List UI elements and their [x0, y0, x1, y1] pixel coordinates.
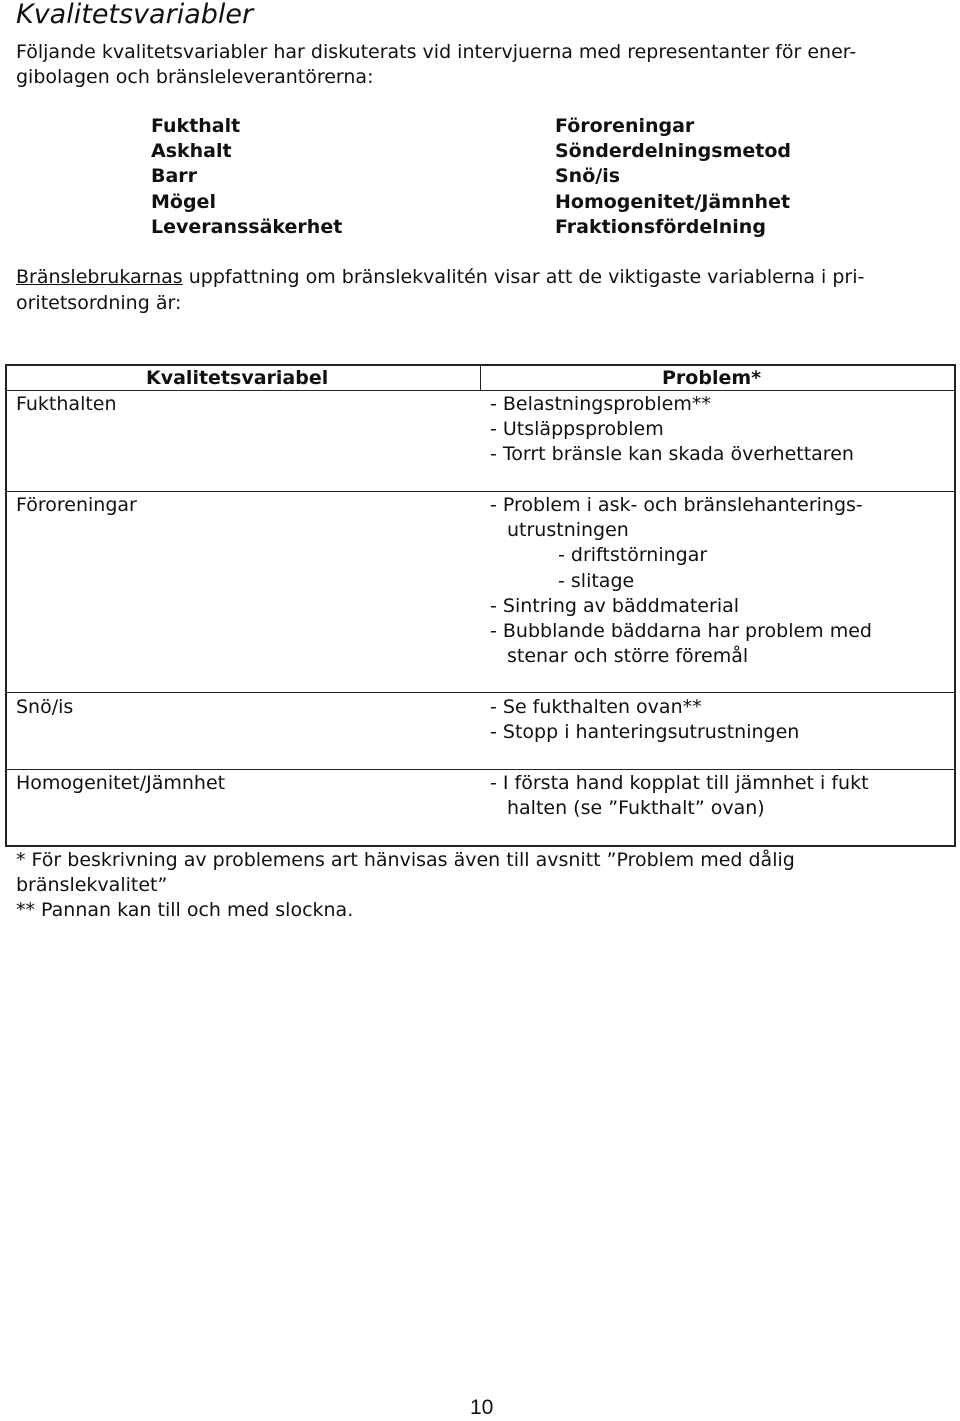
underlined-term: Bränslebrukarnas [16, 266, 183, 288]
table-row-divider [5, 769, 956, 770]
table-column-divider [480, 364, 481, 391]
table-row-divider [5, 692, 956, 693]
variable-list-right [555, 114, 791, 240]
problem-line: - Stopp i hanteringsutrustningen [490, 721, 800, 744]
problem-line: utrustningen [507, 519, 629, 542]
page-title: Kvalitetsvariabler [16, 0, 254, 30]
table-row-divider [5, 491, 956, 492]
table-cell-variable: Fukthalten [16, 393, 117, 415]
table-border-left [5, 364, 7, 847]
problem-line: - Bubblande bäddarna har problem med [490, 620, 872, 643]
variable-item: Snö/is [555, 165, 621, 188]
problem-line: - Belastningsproblem** [490, 393, 711, 415]
variable-item: Fraktionsfördelning [555, 215, 766, 238]
variable-item: Leveranssäkerhet [151, 215, 343, 238]
problem-line: halten (se ”Fukthalt” ovan) [507, 797, 765, 820]
variable-item: Mögel [151, 190, 216, 213]
problem-line: - Se fukthalten ovan** [490, 696, 702, 718]
table-cell-variable: Föroreningar [16, 494, 137, 516]
footnotes [16, 848, 795, 924]
variable-list-left [151, 114, 342, 240]
variable-item: Homogenitet/Jämnhet [555, 190, 791, 213]
table-cell-problems [490, 771, 869, 821]
problem-line: - Problem i ask- och bränslehanterings- [490, 494, 863, 516]
variable-item: Föroreningar [555, 115, 695, 137]
table-border-bottom [5, 845, 956, 847]
variable-item: Barr [151, 165, 198, 188]
priority-line: oritetsordning är: [16, 292, 182, 314]
table-header-problem: Problem* [662, 367, 762, 389]
problem-line: - Torrt bränsle kan skada överhettaren [490, 443, 854, 466]
problem-line: - driftstörningar [558, 544, 708, 567]
footnote-line: * För beskrivning av problemens art hänvisas även till avsnitt ”Problem med dålig [16, 849, 795, 871]
intro-paragraph [16, 40, 951, 90]
footnote-line: ** Pannan kan till och med slockna. [16, 899, 354, 922]
table-cell-problems [490, 392, 854, 468]
table-border-right [954, 364, 956, 847]
page-number: 10 [470, 1396, 494, 1419]
problem-line: - slitage [558, 569, 635, 592]
table-cell-problems [490, 695, 799, 745]
problem-line: - I första hand kopplat till jämnhet i fukt [490, 772, 869, 794]
table-header-variable: Kvalitetsvariabel [146, 367, 329, 389]
variable-item: Askhalt [151, 140, 232, 163]
variable-item: Fukthalt [151, 115, 241, 137]
footnote-line: bränslekvalitet” [16, 874, 168, 897]
priority-line-rest: uppfattning om bränslekvalitén visar att de viktigaste variablerna i pri- [182, 266, 865, 288]
table-cell-variable: Homogenitet/Jämnhet [16, 772, 226, 794]
intro-line: Följande kvalitetsvariabler har diskuterats vid intervjuerna med representanter för ener- [16, 41, 857, 63]
problem-line: - Utsläppsproblem [490, 418, 664, 441]
priority-line [16, 264, 951, 290]
priority-paragraph [16, 264, 951, 316]
table-cell-problems [490, 493, 872, 669]
problem-line: - Sintring av bäddmaterial [490, 594, 740, 617]
intro-line: gibolagen och bränsleleverantörerna: [16, 66, 374, 88]
table-cell-variable: Snö/is [16, 696, 74, 718]
problem-line: stenar och större föremål [507, 645, 749, 668]
variable-item: Sönderdelningsmetod [555, 140, 792, 163]
